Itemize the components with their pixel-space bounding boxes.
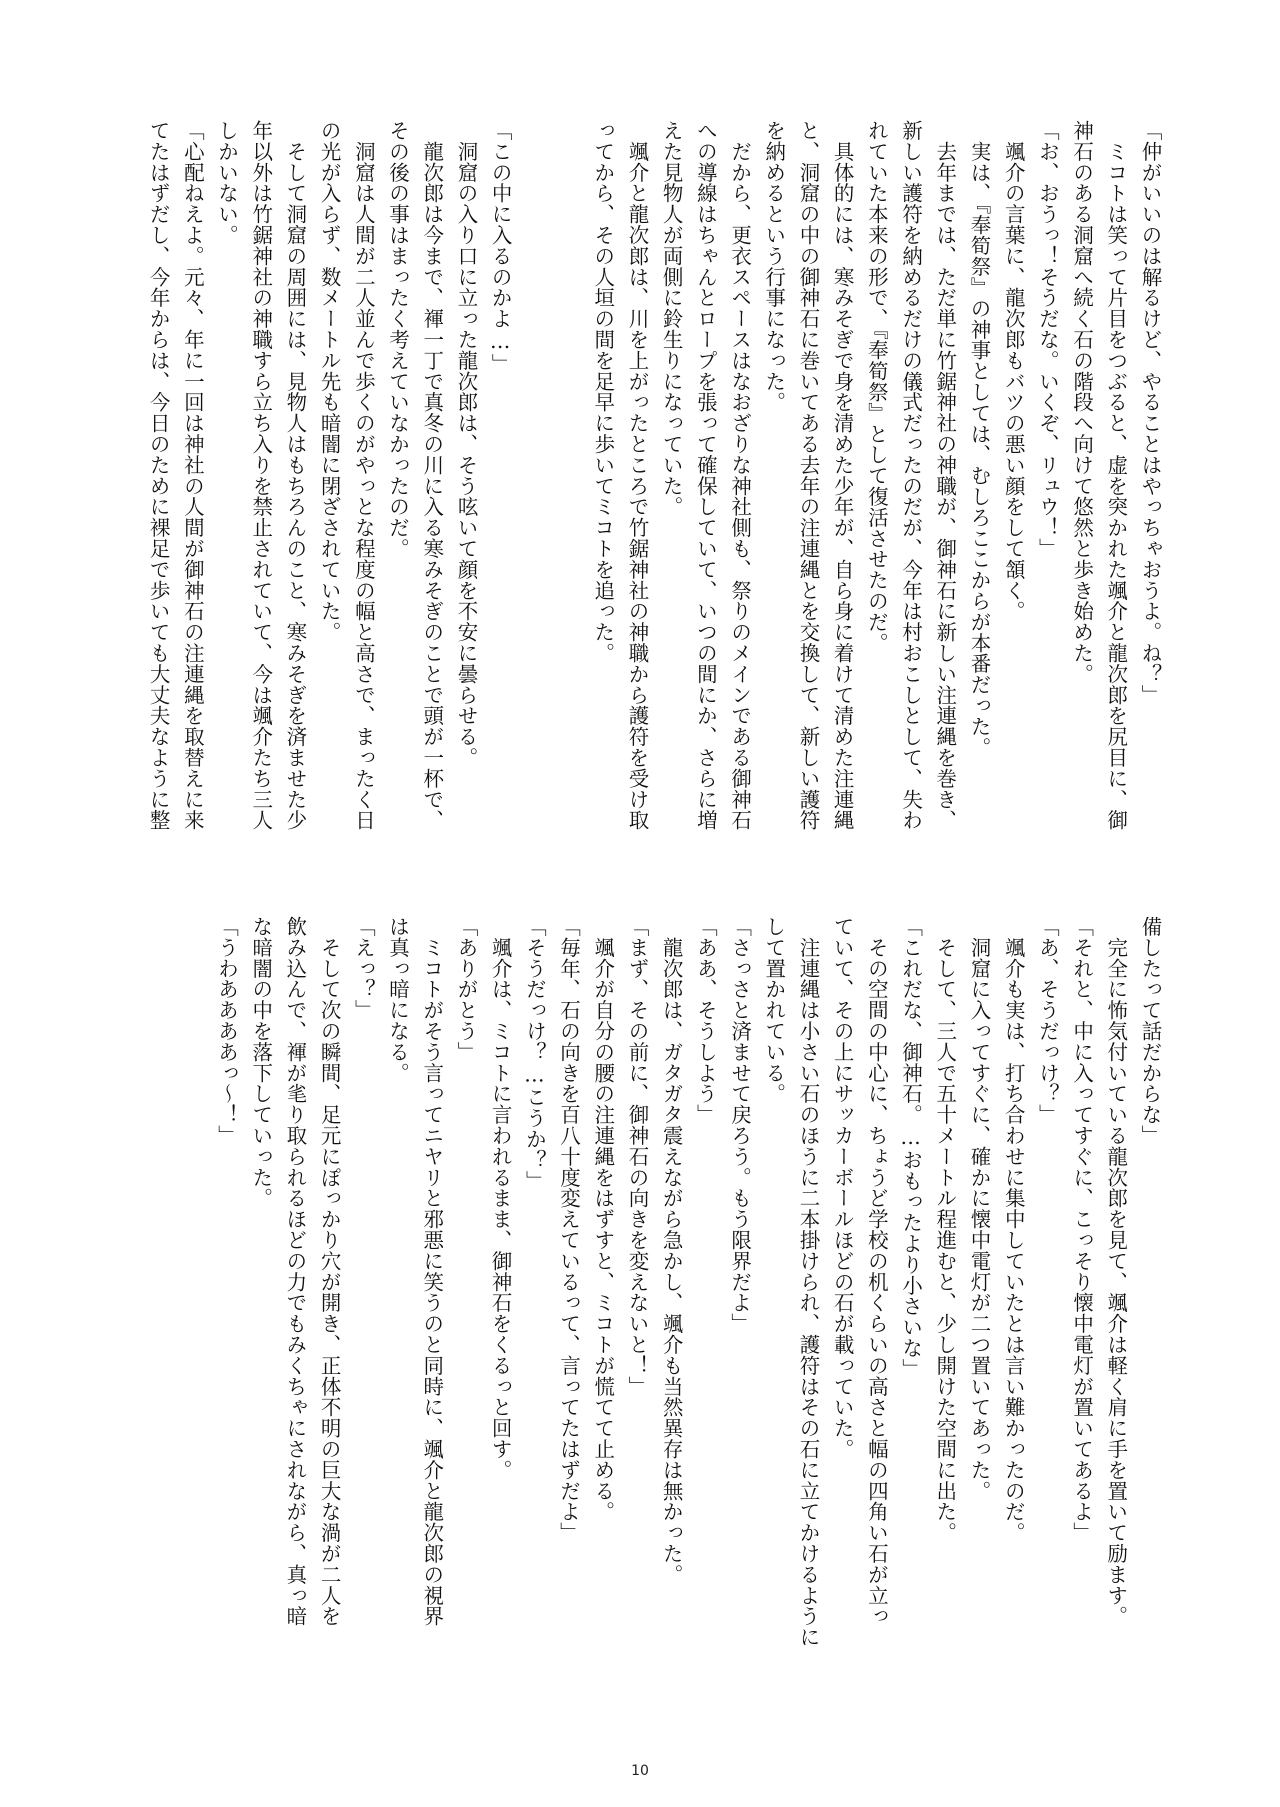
text-line: 神石のある洞窟へ続く石の階段へ向けて悠然と歩き始めた。 — [1069, 120, 1094, 685]
text-line: 「うわああああっ～！」 — [214, 916, 239, 1146]
text-line: ミコトがそう言ってニヤリと邪悪に笑うのと同時に、颯介と龍次郎の視界 — [419, 916, 444, 1627]
text-line: 「これだな、御神石。…おもったより小さいな」 — [898, 916, 923, 1380]
text-line: への導線はちゃんとロープを張って確保していて、いつの間にか、さらに増 — [693, 120, 718, 831]
text-line: てたはずだし、今年からは、今日のために裸足で歩いても大丈夫なように整 — [146, 120, 171, 831]
text-line — [517, 120, 551, 820]
text-line: 龍次郎は今まで、褌一丁で真冬の川に入る寒みそぎのことで頭が一杯で、 — [419, 120, 444, 831]
text-line: そして、三人で五十メートル程進むと、少し開けた空間に出た。 — [932, 916, 957, 1543]
text-line: 「それと、中に入ってすぐに、こっそり懐中電灯が置いてあるよ」 — [1069, 916, 1094, 1543]
text-line: 「まず、その前に、御神石の向きを変えないと！」 — [624, 916, 649, 1397]
text-line: 具体的には、寒みそぎで身を清めた少年が、自ら身に着けて清めた注連縄 — [830, 120, 855, 831]
text-line: と、洞窟の中の御神石に巻いてある去年の注連縄とを交換して、新しい護符 — [795, 120, 820, 831]
text-line: 注連縄は小さい石のほうに二本掛けられ、護符はその石に立てかけるように — [795, 916, 820, 1648]
text-line: しかいない。 — [214, 120, 239, 246]
text-line: 洞窟の入り口に立った龍次郎は、そう呟いて顔を不安に曇らせる。 — [453, 120, 478, 768]
text-line: 「あ、そうだっけ？」 — [1035, 916, 1060, 1125]
text-line: 「ああ、そうしよう」 — [693, 916, 718, 1125]
text-line: 実は、『奉筍祭』の神事としては、むしろここからが本番だった。 — [966, 120, 991, 758]
text-line: だから、更衣スペースはなおざりな神社側も、祭りのメインである御神石 — [727, 120, 752, 831]
text-line: 去年までは、ただ単に竹鋸神社の神職が、御神石に新しい注連縄を巻き、 — [932, 120, 957, 831]
text-line: 完全に怖気付いている龍次郎を見て、颯介は軽く肩に手を置いて励ます。 — [1103, 916, 1128, 1627]
text-line: 「仲がいいのは解るけど、やることはやっちゃおうよ。ね？」 — [1138, 120, 1162, 706]
text-line: 龍次郎は、ガタガタ震えながら急かし、颯介も当然異存は無かった。 — [659, 916, 684, 1585]
text-line: な暗闇の中を落下していった。 — [248, 916, 273, 1209]
text-line: 「お、おうっ！そうだな。いくぞ、リュウ！」 — [1035, 120, 1060, 559]
text-line: 「この中に入るのかよ…」 — [488, 120, 513, 375]
text-line: 洞窟は人間が二人並んで歩くのがやっとな程度の幅と高さで、まったく日 — [351, 120, 376, 831]
text-line: を納めるという行事になった。 — [761, 120, 786, 413]
text-line: れていた本来の形で、『奉筍祭』として復活させたのだ。 — [864, 120, 889, 654]
text-line: 「えっ？」 — [351, 916, 376, 1021]
text-line: 「さっさと済ませて戻ろう。もう限界だよ」 — [727, 916, 752, 1334]
text-line: の光が入らず、数メートル先も暗闇に閉ざされていた。 — [317, 120, 342, 643]
text-line: 飲み込んで、褌が毟り取られるほどの力でもみくちゃにされながら、真っ暗 — [282, 916, 307, 1627]
text-line: ってから、その人垣の間を足早に歩いてミコトを追った。 — [590, 120, 615, 664]
text-block-upper — [141, 120, 1167, 831]
text-line: 颯介の言葉に、龍次郎もバツの悪い顔をして頷く。 — [1001, 120, 1026, 622]
text-line: 「ありがとう」 — [453, 916, 478, 1063]
text-line: 颯介と龍次郎は、川を上がったところで竹鋸神社の神職から護符を受け取 — [624, 120, 649, 831]
text-line: えた見物人が両側に鈴生りになっていた。 — [659, 120, 684, 518]
text-line: そして洞窟の周囲には、見物人はもちろんのこと、寒みそぎを済ませた少 — [282, 120, 307, 831]
text-line: 新しい護符を納めるだけの儀式だったのだが、今年は村おこしとして、失わ — [898, 120, 923, 831]
text-line: は真っ暗になる。 — [385, 916, 410, 1084]
text-line: ていて、その上にサッカーボールほどの石が載っていた。 — [830, 916, 855, 1460]
text-line: して置かれている。 — [761, 916, 786, 1105]
text-line: その後の事はまったく考えていなかったのだ。 — [385, 120, 410, 559]
text-line: 颯介が自分の腰の注連縄をはずすと、ミコトが慌てて止める。 — [590, 916, 615, 1523]
text-line: 颯介も実は、打ち合わせに集中していたとは言い難かったのだ。 — [1001, 916, 1026, 1543]
text-line — [551, 120, 585, 820]
text-line: 年以外は竹鋸神社の神職すら立ち入りを禁止されていて、今は颯介たち三人 — [248, 120, 273, 831]
text-line: 備したって話だからな」 — [1138, 916, 1162, 1146]
text-line: そして次の瞬間、足元にぽっかり穴が開き、正体不明の巨大な渦が二人を — [317, 916, 342, 1627]
text-line: 「心配ねえよ。元々、年に一回は神社の人間が御神石の注連縄を取替えに来 — [180, 120, 205, 831]
text-line: ミコトは笑って片目をつぶると、虚を突かれた颯介と龍次郎を尻目に、御 — [1103, 120, 1128, 831]
text-line: 洞窟に入ってすぐに、確かに懐中電灯が二つ置いてあった。 — [966, 916, 991, 1502]
text-line: 「毎年、石の向きを百八十度変えているって、言ってたはずだよ」 — [556, 916, 581, 1543]
page-number: 10 — [631, 1763, 649, 1779]
text-block-lower — [209, 916, 1167, 1648]
text-line: その空間の中心に、ちょうど学校の机くらいの高さと幅の四角い石が立っ — [864, 916, 889, 1627]
text-line: 颯介は、ミコトに言われるまま、御神石をくるっと回す。 — [488, 916, 513, 1481]
text-line: 「そうだっけ？…こうか？」 — [522, 916, 547, 1192]
